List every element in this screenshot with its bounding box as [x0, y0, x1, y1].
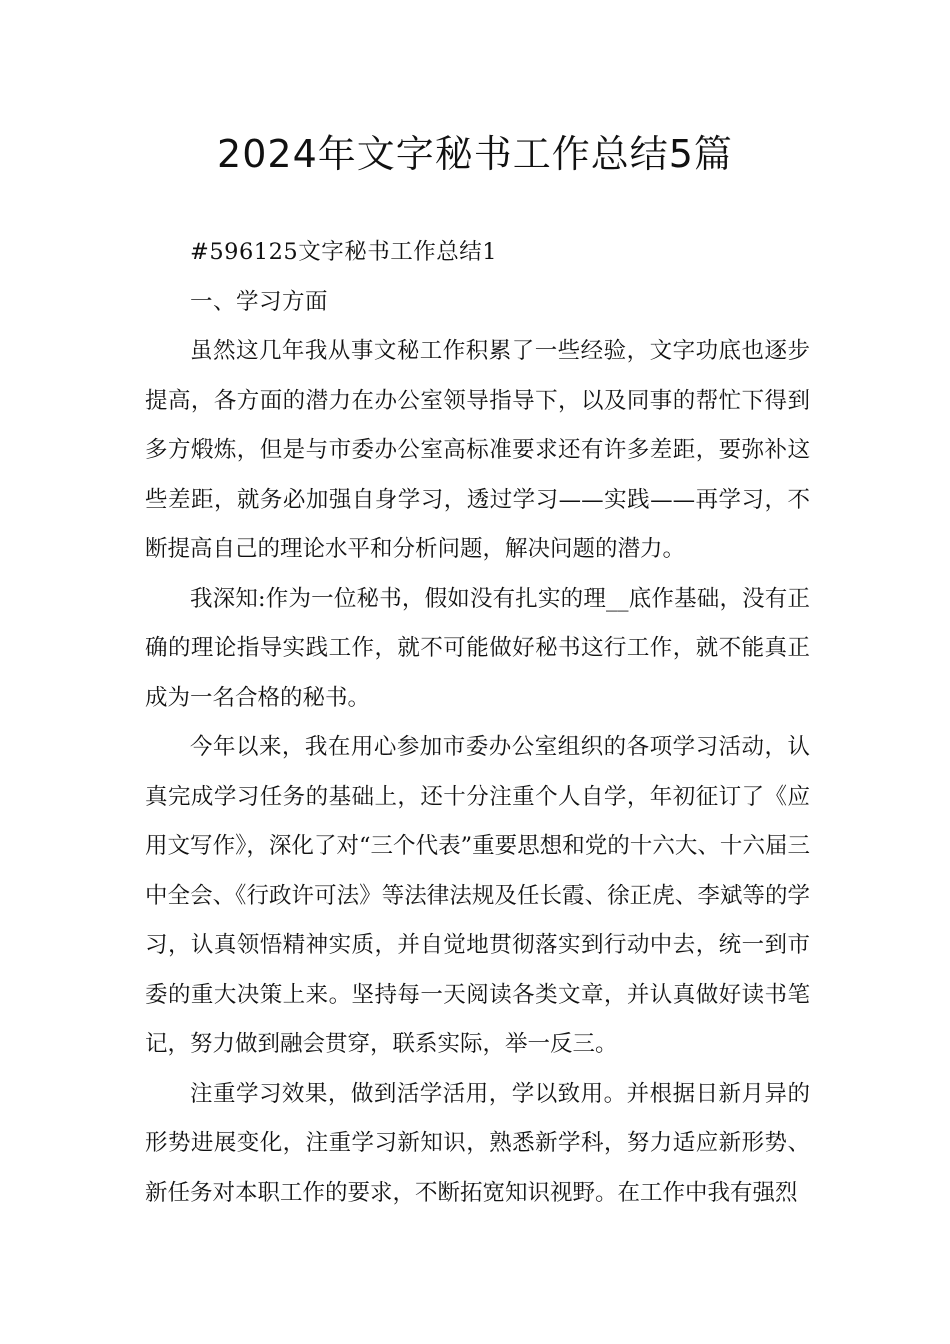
paragraph: 虽然这几年我从事文秘工作积累了一些经验，文字功底也逐步提高，各方面的潜力在办公室领导指导下，以及同事的帮忙下得到多方煅炼，但是与市委办公室高标准要求还有许多差距，要弥补这些差距，就务必加强自身学习，透过学习——实践——再学习，不断提高自己的理论水平和分析问题，解决问题的潜力。 [145, 338, 810, 562]
document-body [145, 228, 810, 1218]
document-subtitle: #596125文字秘书工作总结1 [190, 239, 498, 265]
paragraph: 我深知:作为一位秘书，假如没有扎实的理__底作基础，没有正确的理论指导实践工作，就不可能做好秘书这行工作，就不能真正成为一名合格的秘书。 [145, 585, 810, 711]
paragraph: 今年以来，我在用心参加市委办公室组织的各项学习活动，认真完成学习任务的基础上，还十分注重个人自学，年初征订了《应用文写作》，深化了对“三个代表”重要思想和党的十六大、十六届三中全会、《行政许可法》等法律法规及任长霞、徐正虎、李斌等的学习，认真领悟精神实质，并自觉地贯彻落实到行动中去，统一到市委的重大决策上来。坚持每一天阅读各类文章，并认真做好读书笔记，努力做到融会贯穿，联系实际，举一反三。 [145, 734, 810, 1057]
paragraph: 注重学习效果，做到活学活用，学以致用。并根据日新月异的形势进展变化，注重学习新知识，熟悉新学科，努力适应新形势、新任务对本职工作的要求，不断拓宽知识视野。在工作中我有强烈 [145, 1080, 810, 1206]
section-heading: 一、学习方面 [190, 288, 329, 315]
document-title: 2024年文字秘书工作总结5篇 [217, 132, 733, 176]
